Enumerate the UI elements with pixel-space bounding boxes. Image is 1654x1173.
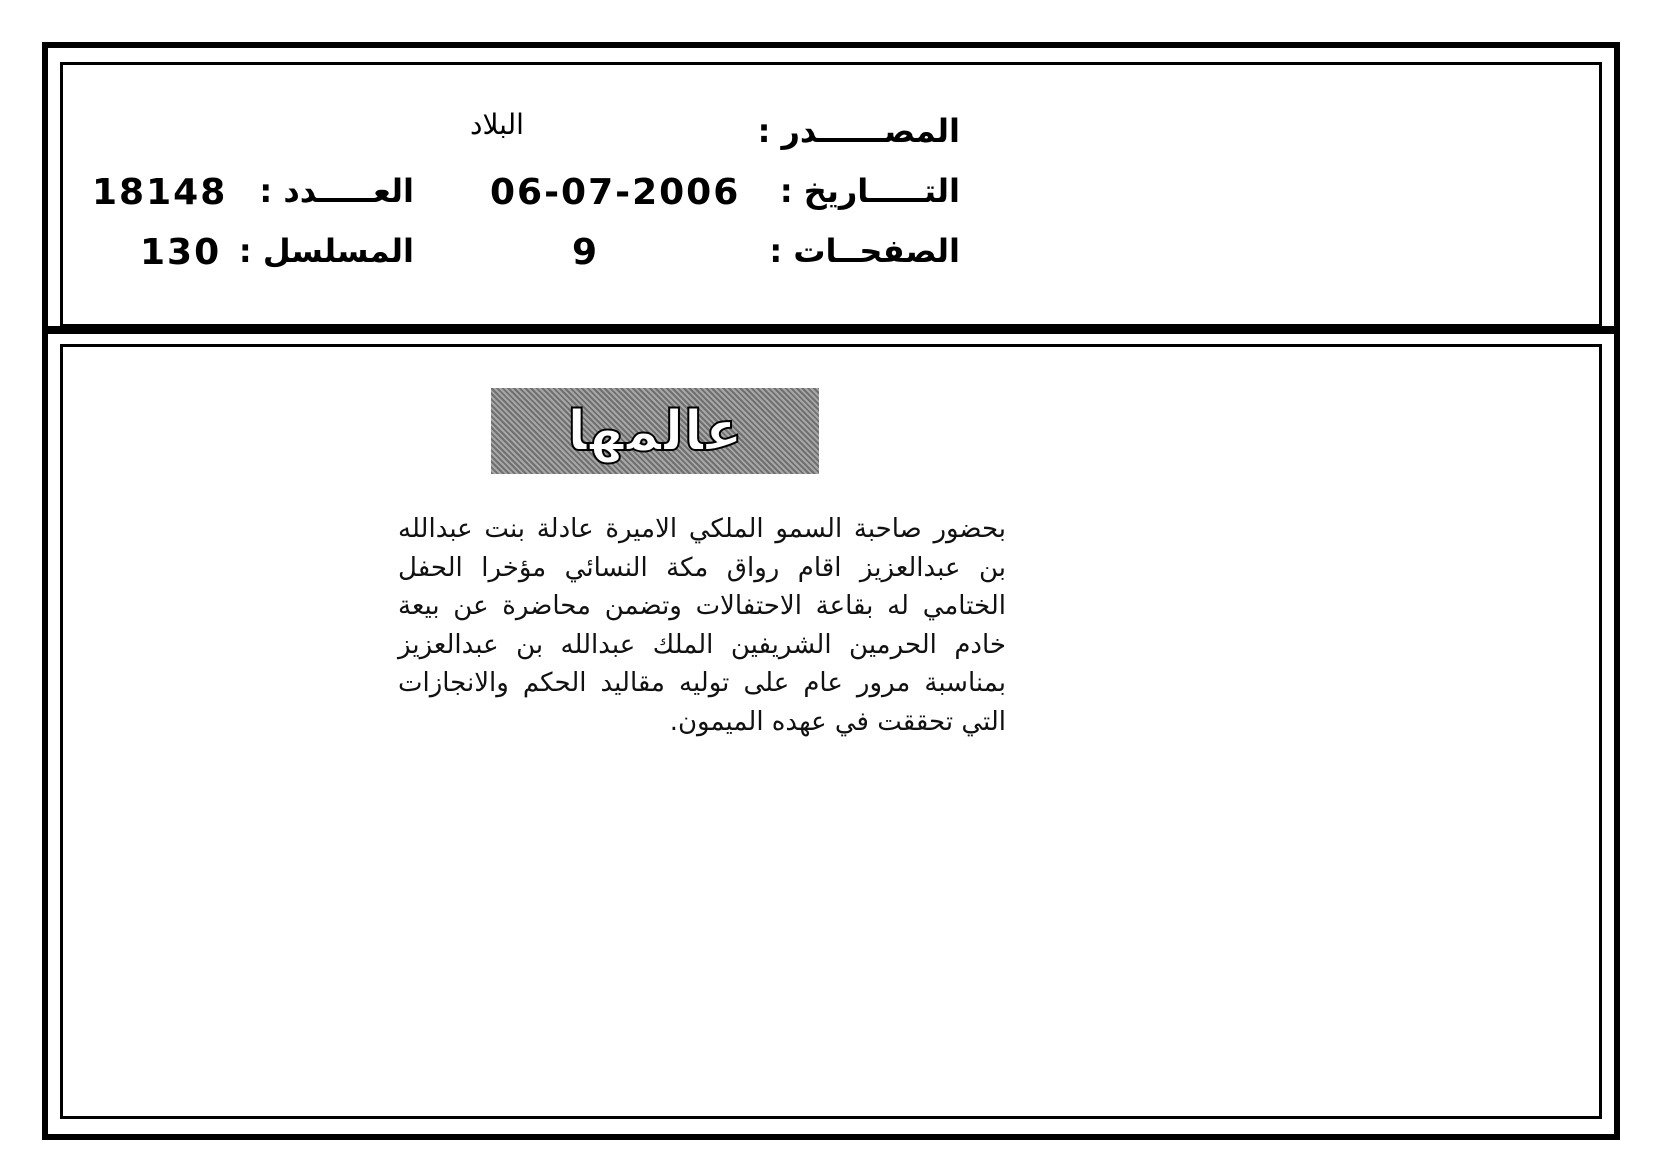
issue-label: العـــــدد : xyxy=(259,172,414,210)
issue-value: 18148 xyxy=(92,172,228,213)
date-label: التـــــاريخ : xyxy=(779,172,960,210)
date-value: 06-07-2006 xyxy=(490,172,741,213)
serial-value: 130 xyxy=(140,232,222,273)
source-value: البلاد xyxy=(470,108,524,141)
pages-label: الصفحــات : xyxy=(769,232,960,270)
header-divider xyxy=(42,326,1620,334)
pages-value: 9 xyxy=(572,232,600,273)
source-label: المصــــــدر : xyxy=(757,112,960,150)
serial-label: المسلسل : xyxy=(238,232,414,270)
article-banner xyxy=(491,388,819,474)
article-body: بحضور صاحبة السمو الملكي الاميرة عادلة بنت عبدالله بن عبدالعزيز اقام رواق مكة النسائي مؤخرا الحفل الختامي له بقاعة الاحتفالات وتضمن محاضرة عن بيعة خادم الحرمين الشريفين الملك عبدالله بن عبدالعزيز بمناسبة مرور عام على توليه مقاليد الحكم والانجازات التي تحققت في عهده الميمون. xyxy=(398,514,1006,737)
article-banner-title: عالمها xyxy=(567,398,743,464)
